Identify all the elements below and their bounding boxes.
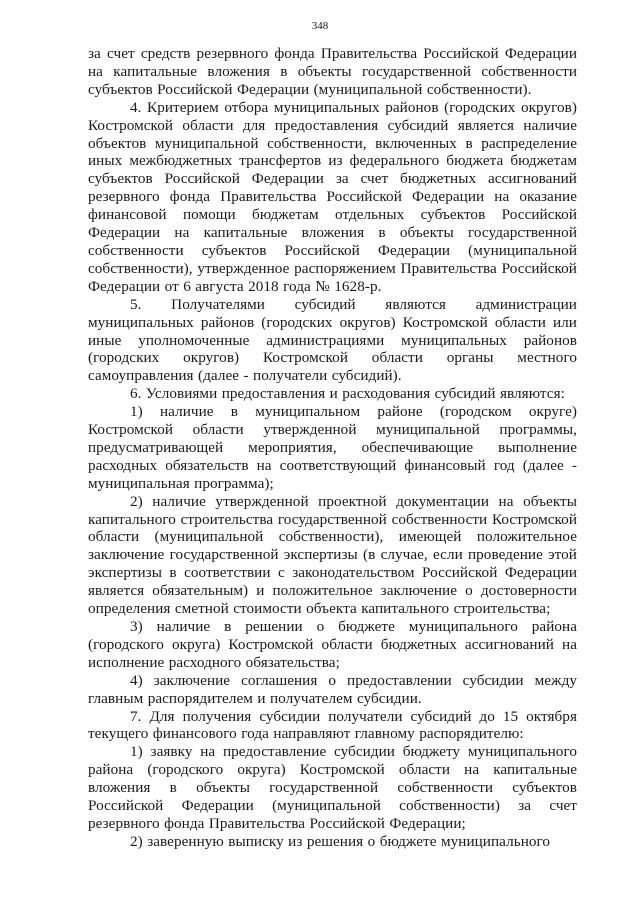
paragraph: 2) наличие утвержденной проектной документации на объекты капитального строительства государственной собственности Костромской области (муниципальной собственности), имеющей положительное заключение государственной экспертизы (в случае, если проведение этой экспертизы в соответствии с законодательством Российской Федерации является обязательным) и положительное заключение о достоверности определения сметной стоимости объекта капитального строительства;	[88, 492, 577, 618]
paragraph: 4) заключение соглашения о предоставлении субсидии между главным распорядителем и получателем субсидии.	[88, 671, 577, 707]
paragraph: 5. Получателями субсидий являются администрации муниципальных районов (городских округов) Костромской области или иные уполномоченные администрациями муниципальных районов (городских округов) Костромской области органы местного самоуправления (далее - получатели субсидий).	[88, 295, 577, 385]
paragraph: 4. Критерием отбора муниципальных районов (городских округов) Костромской области для предоставления субсидий является наличие объектов муниципальной собственности, включенных в распределение иных межбюджетных трансфертов из федерального бюджета бюджетам субъектов Российской Федерации за счет бюджетных ассигнований резервного фонда Правительства Российской Федерации на оказание финансовой помощи бюджетам отдельных субъектов Российской Федерации на капитальные вложения в объекты государственной собственности субъектов Российской Федерации (муниципальной собственности), утвержденное распоряжением Правительства Российской Федерации от 6 августа 2018 года № 1628-р.	[88, 98, 577, 295]
paragraph: 2) заверенную выписку из решения о бюджете муниципального	[130, 832, 551, 850]
paragraph: 7. Для получения субсидии получатели субсидий до 15 октября текущего финансового года направляют главному распорядителю:	[88, 707, 577, 743]
paragraph: за счет средств резервного фонда Правительства Российской Федерации на капитальные вложения в объекты государственной собственности субъектов Российской Федерации (муниципальной собственности).	[88, 45, 577, 98]
page-number: 348	[311, 20, 329, 32]
document-body	[88, 45, 577, 851]
paragraph: 6. Условиями предоставления и расходования субсидий являются:	[130, 385, 565, 403]
paragraph: 3) наличие в решении о бюджете муниципального района (городского округа) Костромской области бюджетных ассигнований на исполнение расходного обязательства;	[88, 618, 577, 671]
paragraph: 1) заявку на предоставление субсидии бюджету муниципального района (городского округа) Костромской области на капитальные вложения в объекты государственной собственности субъектов Российской Федерации (муниципальной собственности) за счет резервного фонда Правительства Российской Федерации;	[88, 743, 577, 832]
paragraph: 1) наличие в муниципальном районе (городском округе) Костромской области утвержденной муниципальной программы, предусматривающей мероприятия, обеспечивающие выполнение расходных обязательств на соответствующий финансовый год (далее - муниципальная программа);	[88, 403, 577, 492]
